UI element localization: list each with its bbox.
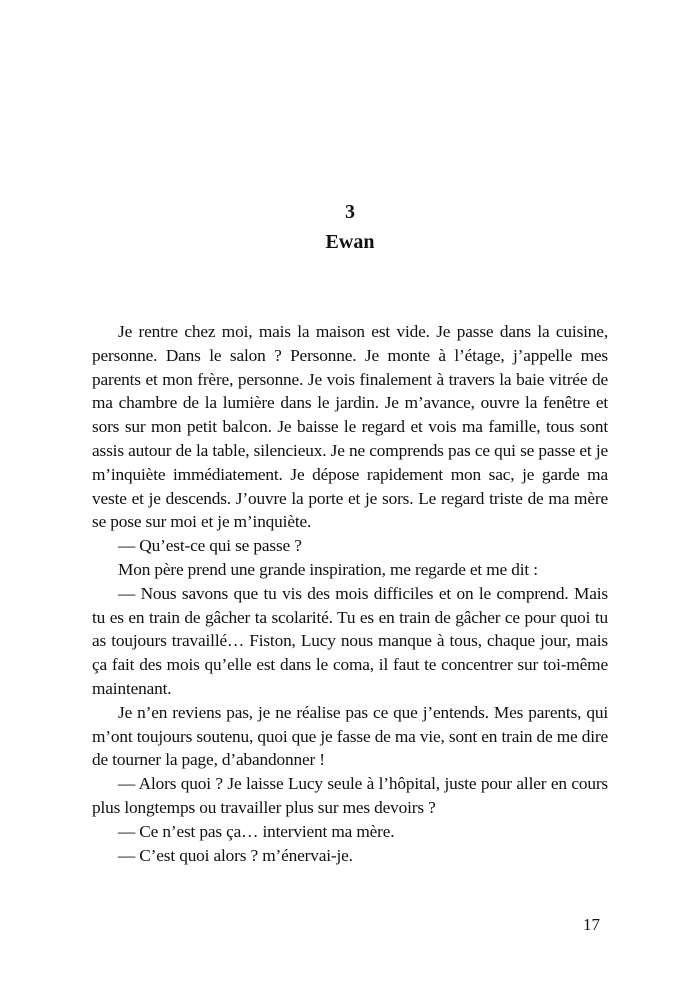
paragraph: — C’est quoi alors ? m’énervai-je. [118, 845, 353, 865]
chapter-title: Ewan [325, 231, 375, 253]
paragraph: — Nous savons que tu vis des mois difficiles et on le comprend. Mais tu es en train de gâcher ta scolarité. Tu es en train de gâcher ce pour quoi tu as toujours travaillé… Fiston, Lucy nous manque à tous, chaque jour, mais ça fait des mois qu’elle est dans le coma, il faut te concentrer sur toi-même maintenant. [92, 583, 608, 698]
paragraph: — Alors quoi ? Je laisse Lucy seule à l’hôpital, juste pour aller en cours plus longtemps ou travailler plus sur mes devoirs ? [92, 774, 608, 817]
page-number: 17 [583, 915, 600, 934]
paragraph: — Ce n’est pas ça… intervient ma mère. [118, 821, 395, 841]
paragraph: Mon père prend une grande inspiration, me regarde et me dit : [118, 559, 538, 579]
chapter-number: 3 [345, 201, 355, 223]
paragraph: — Qu’est-ce qui se passe ? [118, 536, 302, 556]
paragraph: Je n’en reviens pas, je ne réalise pas ce que j’entends. Mes parents, qui m’ont toujours soutenu, quoi que je fasse de ma vie, sont en train de me dire de tourner la page, d’abandonner ! [92, 702, 608, 770]
paragraph: Je rentre chez moi, mais la maison est vide. Je passe dans la cuisine, personne. Dans le salon ? Personne. Je monte à l’étage, j’appelle mes parents et mon frère, personne. Je vois finalement à travers la baie vitrée de ma chambre de la lumière dans le jardin. Je m’avance, ouvre la fenêtre et sors sur mon petit balcon. Je baisse le regard et vois ma famille, tous sont assis autour de la table, silencieux. Je ne comprends pas ce qui se passe et je m’inquiète immédiatement. Je dépose rapidement mon sac, je garde ma veste et je descends. J’ouvre la porte et je sors. Le regard triste de ma mère se pose sur moi et je m’inquiète. [92, 322, 608, 532]
chapter-body [92, 320, 608, 867]
